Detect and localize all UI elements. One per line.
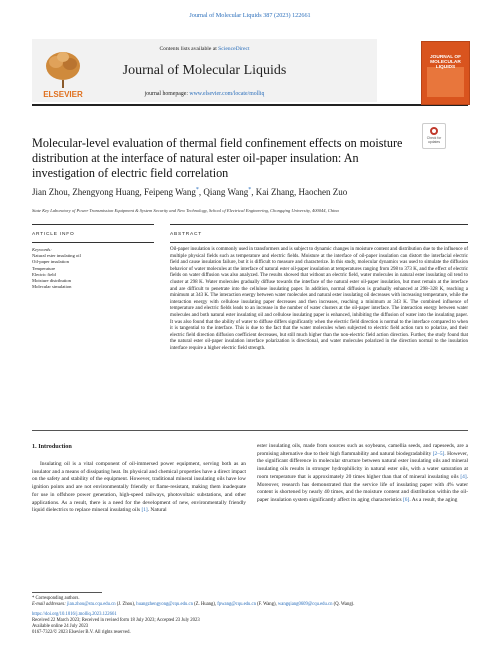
keyword-item: Natural ester insulating oil — [32, 253, 81, 259]
email-line — [32, 602, 468, 608]
email-owner: (Q. Wang). — [332, 602, 355, 608]
intro-left-column — [32, 461, 246, 515]
sciencedirect-link[interactable]: ScienceDirect — [218, 46, 250, 52]
intro-right-text: . As a result, the aging — [409, 496, 458, 503]
introduction-heading: 1. Introduction — [32, 443, 72, 450]
check-updates-icon — [430, 127, 438, 135]
author-separator: , — [251, 187, 256, 197]
citation-link[interactable]: [4] — [460, 473, 467, 480]
copyright: 0167-7322/© 2023 Elsevier B.V. All rights reserved. — [32, 630, 131, 636]
article-info-rule-top — [32, 224, 154, 225]
intro-left-text: Insulating oil is a vital component of oil-immersed power equipment, serving both as an insulator and a means of dissipating heat. Its physical and chemical properties have a direct impact on the safety and stability of the equipment. However, traditional mineral insulating oils have low ignition points and are not environmentally friendly or flame-resistant, making them inadequate for use in offshore power generation, high-speed railways, photovoltaic substations, and other applications. As a result, there is a need for the development of new, environmentally friendly liquid dielectrics to replace mineral insulating oils — [32, 461, 246, 514]
keyword-item: Molecular simulation — [32, 284, 72, 290]
keyword-item: Moisture distribution — [32, 278, 71, 284]
author-name[interactable]: Jian Zhou — [32, 187, 68, 197]
homepage-line — [32, 91, 377, 97]
email-owner: (J. Zhou), — [115, 602, 137, 608]
journal-title: Journal of Molecular Liquids — [122, 63, 287, 78]
homepage-prefix: journal homepage: — [144, 91, 190, 97]
author-name[interactable]: Feipeng Wang — [144, 187, 196, 197]
article-info-heading: ARTICLE INFO — [32, 232, 75, 237]
email-label: E-mail addresses: — [32, 602, 66, 608]
keyword-item: Electric field — [32, 271, 56, 277]
homepage-link[interactable]: www.elsevier.com/locate/molliq — [189, 91, 265, 97]
intro-right-text: . However, the significant difference in molecular structure between natural ester insulating oils and mineral insulating oils results in stronger hydrophilicity in natural ester oils, with a water saturation at room temperature that is approximately 20 times higher than that of mineral insulating oils — [257, 450, 468, 480]
doi-link[interactable]: https://doi.org/10.1016/j.molliq.2023.122661 — [32, 611, 117, 617]
email-link[interactable]: fpwang@cqu.edu.cn — [217, 602, 256, 608]
keyword-item: Oil-paper insulation — [32, 259, 69, 265]
article-title: Molecular-level evaluation of thermal field confinement effects on moisture distribution at the interface of natural ester oil-paper insulation: An investigation of electric field correlation — [32, 136, 403, 180]
footnote-rule — [32, 592, 102, 593]
author-name[interactable]: Kai Zhang — [255, 187, 294, 197]
check-for-updates-badge[interactable] — [422, 123, 446, 149]
available-online: Available online 24 July 2023 — [32, 624, 89, 630]
citation-link[interactable]: [2–5] — [432, 450, 445, 457]
citation-link[interactable]: [6] — [403, 496, 410, 503]
article-info-rule — [32, 242, 154, 243]
received-dates: Received 22 March 2023; Received in revised form 18 July 2023; Accepted 23 July 2023 — [32, 617, 200, 623]
abstract-rule — [170, 242, 468, 243]
abstract-rule-top — [170, 224, 468, 225]
elsevier-wordmark: ELSEVIER — [43, 90, 83, 99]
journal-cover[interactable] — [421, 41, 470, 105]
corresponding-author-mark[interactable]: * — [195, 187, 199, 193]
author-list — [32, 187, 468, 197]
intro-right-text: ester insulating oils, made from sources such as soybeans, camellia seeds, and rapeseeds, are a promising alternative due to their high flammability and natural biodegradability — [257, 443, 468, 457]
contents-line — [32, 46, 377, 52]
abstract-text: Oil-paper insulation is commonly used in transformers and is subject to dynamic changes in moisture content and distribution due to the influence of multiple physical fields such as temperature and electric fields. Moisture at the interface of oil-paper insulation can distort the interfacial electric field and cause insulation failure, but it is difficult to measure and characterize. In this study, molecular dynamics was used to simulate the diffusion behavior of water molecules at the interface of natural ester oil-paper insulation at temperatures ranging from 298 to 373 K, and the effect of electric fields on water diffusion was also analyzed. The results showed that without an electric field, water molecules in natural ester insulating oil tend to cluster at 298 K. Water molecules gradually diffuse towards the interface of the natural ester oil-paper insulation, but most remain at the interface and are difficult to penetrate into the cellulose insulating paper. In addition, normal diffusion is gradually enhanced at 298–328 K, reaching a minimum at 343 K. The interaction energy between water molecules and natural ester insulating oil decreases with increasing temperature, while the interaction energy with cellulose insulating paper decreases and then increases, reaching a minimum at 343 K. The combined influence of temperature and electric fields leads to an increase in the number of water clusters at the oil-paper interface. The interaction energy between water molecules and both natural ester insulating oil and cellulose insulating paper is enhanced, inhibiting the diffusion of water into the insulating paper. It was also found that the ability of water to diffuse differs significantly when the electric field direction is normal to the interface compared to when it is tangential to the interface. This is due to the fact that the water molecules when subjected to electric field action turn to polarize, and their electric field direction diffusion coefficient decreases, but still much higher than the non-electric field action direction. Further, the study found that the natural ester oil-paper insulation interface polarization is directional, and water molecules polarized in the direction normal to the insulation interface require a higher electric field strength. — [170, 247, 468, 351]
email-owner: (F. Wang), — [255, 602, 278, 608]
keyword-item: Temperature — [32, 265, 56, 271]
check-updates-label: Check for updates — [426, 136, 442, 144]
intro-right-column — [257, 443, 468, 505]
intro-right-text: . Moreover, research has demonstrated that the service life of insulating paper with 4% water content is shortened by nearly 40 times, and the moisture content and distribution within the oil-paper insulation system significantly affect its aging characteristics — [257, 473, 468, 503]
email-link[interactable]: wangqiang0609@cqu.edu.cn — [277, 602, 333, 608]
email-owner: (Z. Huang), — [192, 602, 218, 608]
cover-title: JOURNAL OF MOLECULAR LIQUIDS — [429, 55, 462, 70]
intro-left-text-end: . Natural — [147, 507, 167, 514]
keywords-block — [32, 247, 132, 290]
author-separator: , — [139, 187, 144, 197]
email-link[interactable]: huangzhengyong@cqu.edu.cn — [136, 602, 193, 608]
abstract-heading: ABSTRACT — [170, 232, 202, 237]
author-name[interactable]: Haochen Zuo — [298, 187, 348, 197]
abstract-bottom-rule — [32, 430, 468, 431]
cover-band — [427, 67, 464, 97]
author-separator: , — [67, 187, 73, 197]
author-name[interactable]: Qiang Wang — [203, 187, 249, 197]
keywords-label: Keywords: — [32, 247, 52, 252]
affiliation: State Key Laboratory of Power Transmission Equipment & System Security and New Technology, School of Electrical Engineering, Chongqing University, 400044, China — [32, 208, 339, 213]
corresponding-note: * Corresponding authors. — [32, 596, 80, 601]
header-rule — [32, 104, 468, 106]
footnotes — [32, 596, 468, 637]
email-link[interactable]: jian.zhou@stu.cqu.edu.cn — [66, 602, 116, 608]
citation-link[interactable]: [1] — [141, 507, 148, 514]
corresponding-author-mark[interactable]: * — [248, 187, 252, 193]
journal-reference[interactable]: Journal of Molecular Liquids 387 (2023) 122661 — [189, 12, 311, 19]
author-name[interactable]: Zhengyong Huang — [72, 187, 140, 197]
contents-prefix: Contents lists available at — [159, 46, 219, 52]
author-separator: , — [293, 187, 299, 197]
author-separator: , — [198, 187, 204, 197]
